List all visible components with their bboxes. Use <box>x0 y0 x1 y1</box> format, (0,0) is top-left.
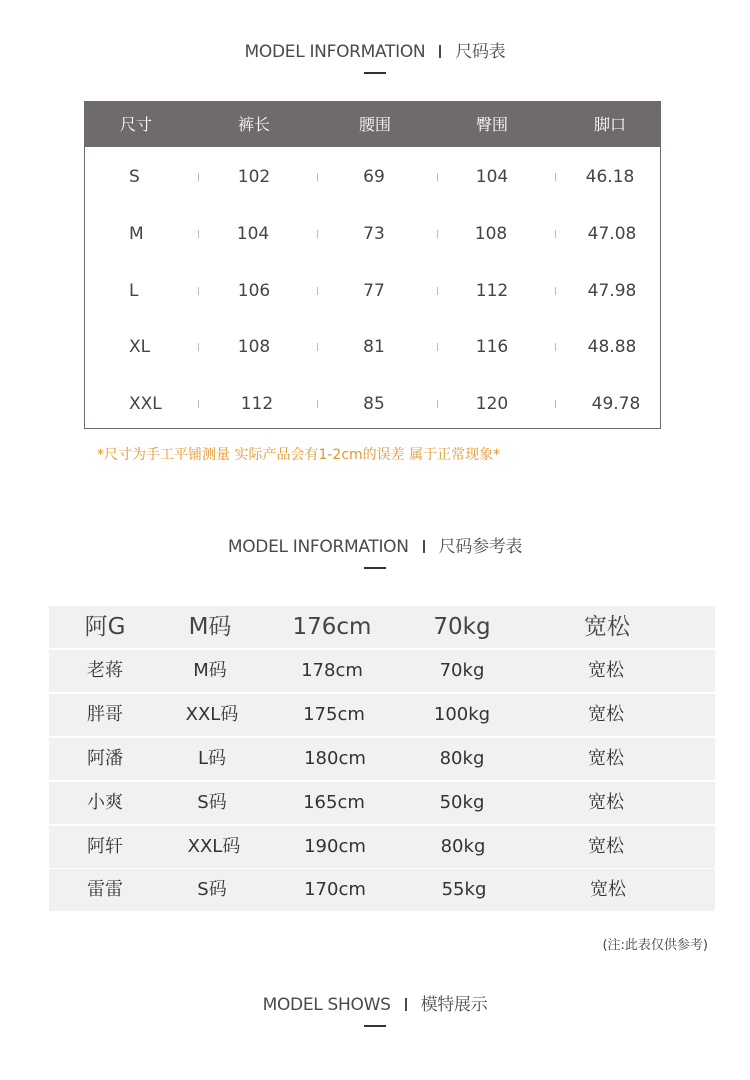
cell-waist: 81 <box>363 337 385 357</box>
cell-hip: 120 <box>475 394 509 414</box>
cell-size: S码 <box>197 879 227 900</box>
table-row <box>85 149 660 205</box>
cell-size: L码 <box>197 748 227 769</box>
header-leg-opening: 脚口 <box>593 115 626 134</box>
cell-fit: 宽松 <box>588 704 624 725</box>
cell-leg-opening: 48.88 <box>587 337 637 357</box>
column-tick <box>437 173 438 181</box>
cell-model-name: 小爽 <box>87 792 123 813</box>
column-tick <box>317 173 318 181</box>
reference-row <box>49 694 715 736</box>
cell-size: M码 <box>188 614 232 640</box>
section-header-reference <box>0 532 750 569</box>
cell-waist: 85 <box>363 394 385 414</box>
measurement-note: *尺寸为手工平铺测量 实际产品会有1-2cm的误差 属于正常现象* <box>97 447 501 463</box>
cell-fit: 宽松 <box>588 748 624 769</box>
section-header-model-shows <box>0 990 750 1027</box>
section-title-en: MODEL INFORMATION <box>227 537 409 557</box>
column-tick <box>437 230 438 238</box>
title-underline <box>364 1025 386 1027</box>
column-tick <box>437 287 438 295</box>
section-title-cn: 模特展示 <box>420 995 488 1015</box>
column-tick <box>555 173 556 181</box>
reference-row <box>49 869 715 911</box>
reference-row <box>49 826 715 868</box>
cell-fit: 宽松 <box>590 879 626 900</box>
cell-waist: 73 <box>363 224 385 244</box>
section-title-cn: 尺码表 <box>455 42 506 62</box>
cell-leg-opening: 49.78 <box>591 394 641 414</box>
cell-model-name: 老蒋 <box>87 660 123 681</box>
cell-height: 165cm <box>303 792 365 813</box>
cell-weight: 100kg <box>433 704 491 725</box>
title-underline <box>364 567 386 569</box>
title-separator <box>405 998 407 1011</box>
column-tick <box>317 230 318 238</box>
cell-length: 108 <box>237 337 271 357</box>
cell-length: 102 <box>237 167 271 187</box>
column-tick <box>317 287 318 295</box>
title-underline <box>364 72 386 74</box>
cell-model-name: 阿轩 <box>87 836 123 857</box>
column-tick <box>437 400 438 408</box>
cell-length: 104 <box>236 224 270 244</box>
table-row <box>85 263 660 319</box>
cell-size: L <box>129 281 139 301</box>
cell-weight: 80kg <box>439 748 485 769</box>
section-title-en: MODEL INFORMATION <box>244 42 426 62</box>
cell-size: XXL <box>129 394 162 414</box>
cell-model-name: 阿G <box>84 614 126 640</box>
cell-height: 176cm <box>292 614 372 640</box>
cell-hip: 116 <box>475 337 509 357</box>
cell-length: 106 <box>237 281 271 301</box>
cell-size: XL <box>129 337 151 357</box>
cell-fit: 宽松 <box>584 614 630 640</box>
title-separator <box>423 540 425 553</box>
column-tick <box>555 230 556 238</box>
reference-row <box>49 650 715 692</box>
column-tick <box>198 173 199 181</box>
cell-weight: 55kg <box>441 879 487 900</box>
column-tick <box>198 287 199 295</box>
cell-height: 178cm <box>301 660 363 681</box>
cell-leg-opening: 47.08 <box>587 224 637 244</box>
cell-leg-opening: 47.98 <box>587 281 637 301</box>
cell-hip: 108 <box>474 224 508 244</box>
cell-size: S码 <box>197 792 227 813</box>
cell-leg-opening: 46.18 <box>585 167 635 187</box>
column-tick <box>555 287 556 295</box>
size-table-header <box>85 102 660 147</box>
cell-model-name: 雷雷 <box>87 879 123 900</box>
cell-waist: 69 <box>363 167 385 187</box>
cell-hip: 112 <box>475 281 509 301</box>
cell-height: 170cm <box>304 879 366 900</box>
table-row <box>85 376 660 432</box>
header-size: 尺寸 <box>119 115 152 134</box>
table-row <box>85 206 660 262</box>
title-separator <box>439 45 441 58</box>
cell-height: 180cm <box>304 748 366 769</box>
cell-weight: 80kg <box>440 836 486 857</box>
cell-fit: 宽松 <box>588 836 624 857</box>
reference-note: (注:此表仅供参考) <box>602 938 708 953</box>
reference-row <box>49 738 715 780</box>
column-tick <box>437 343 438 351</box>
header-length: 裤长 <box>237 115 270 134</box>
reference-row <box>49 782 715 824</box>
cell-size: S <box>129 167 140 187</box>
cell-hip: 104 <box>475 167 509 187</box>
cell-fit: 宽松 <box>588 792 624 813</box>
cell-weight: 70kg <box>439 660 485 681</box>
column-tick <box>317 400 318 408</box>
column-tick <box>317 343 318 351</box>
column-tick <box>198 343 199 351</box>
cell-size: XXL码 <box>185 704 239 725</box>
section-title-en: MODEL SHOWS <box>262 995 391 1015</box>
size-table <box>84 101 661 429</box>
cell-size: XXL码 <box>187 836 241 857</box>
column-tick <box>198 230 199 238</box>
reference-row <box>49 606 715 648</box>
cell-size: M <box>129 224 144 244</box>
cell-weight: 50kg <box>439 792 485 813</box>
section-title-cn: 尺码参考表 <box>438 537 523 557</box>
table-row <box>85 319 660 375</box>
cell-weight: 70kg <box>433 614 491 640</box>
column-tick <box>555 400 556 408</box>
cell-height: 190cm <box>304 836 366 857</box>
cell-model-name: 胖哥 <box>87 704 123 725</box>
cell-fit: 宽松 <box>588 660 624 681</box>
section-header-size-chart <box>0 37 750 74</box>
header-hip: 臀围 <box>475 115 508 134</box>
column-tick <box>198 400 199 408</box>
header-waist: 腰围 <box>358 115 391 134</box>
cell-model-name: 阿潘 <box>87 748 123 769</box>
column-tick <box>555 343 556 351</box>
cell-length: 112 <box>240 394 274 414</box>
cell-size: M码 <box>193 660 227 681</box>
cell-height: 175cm <box>303 704 365 725</box>
cell-waist: 77 <box>363 281 385 301</box>
